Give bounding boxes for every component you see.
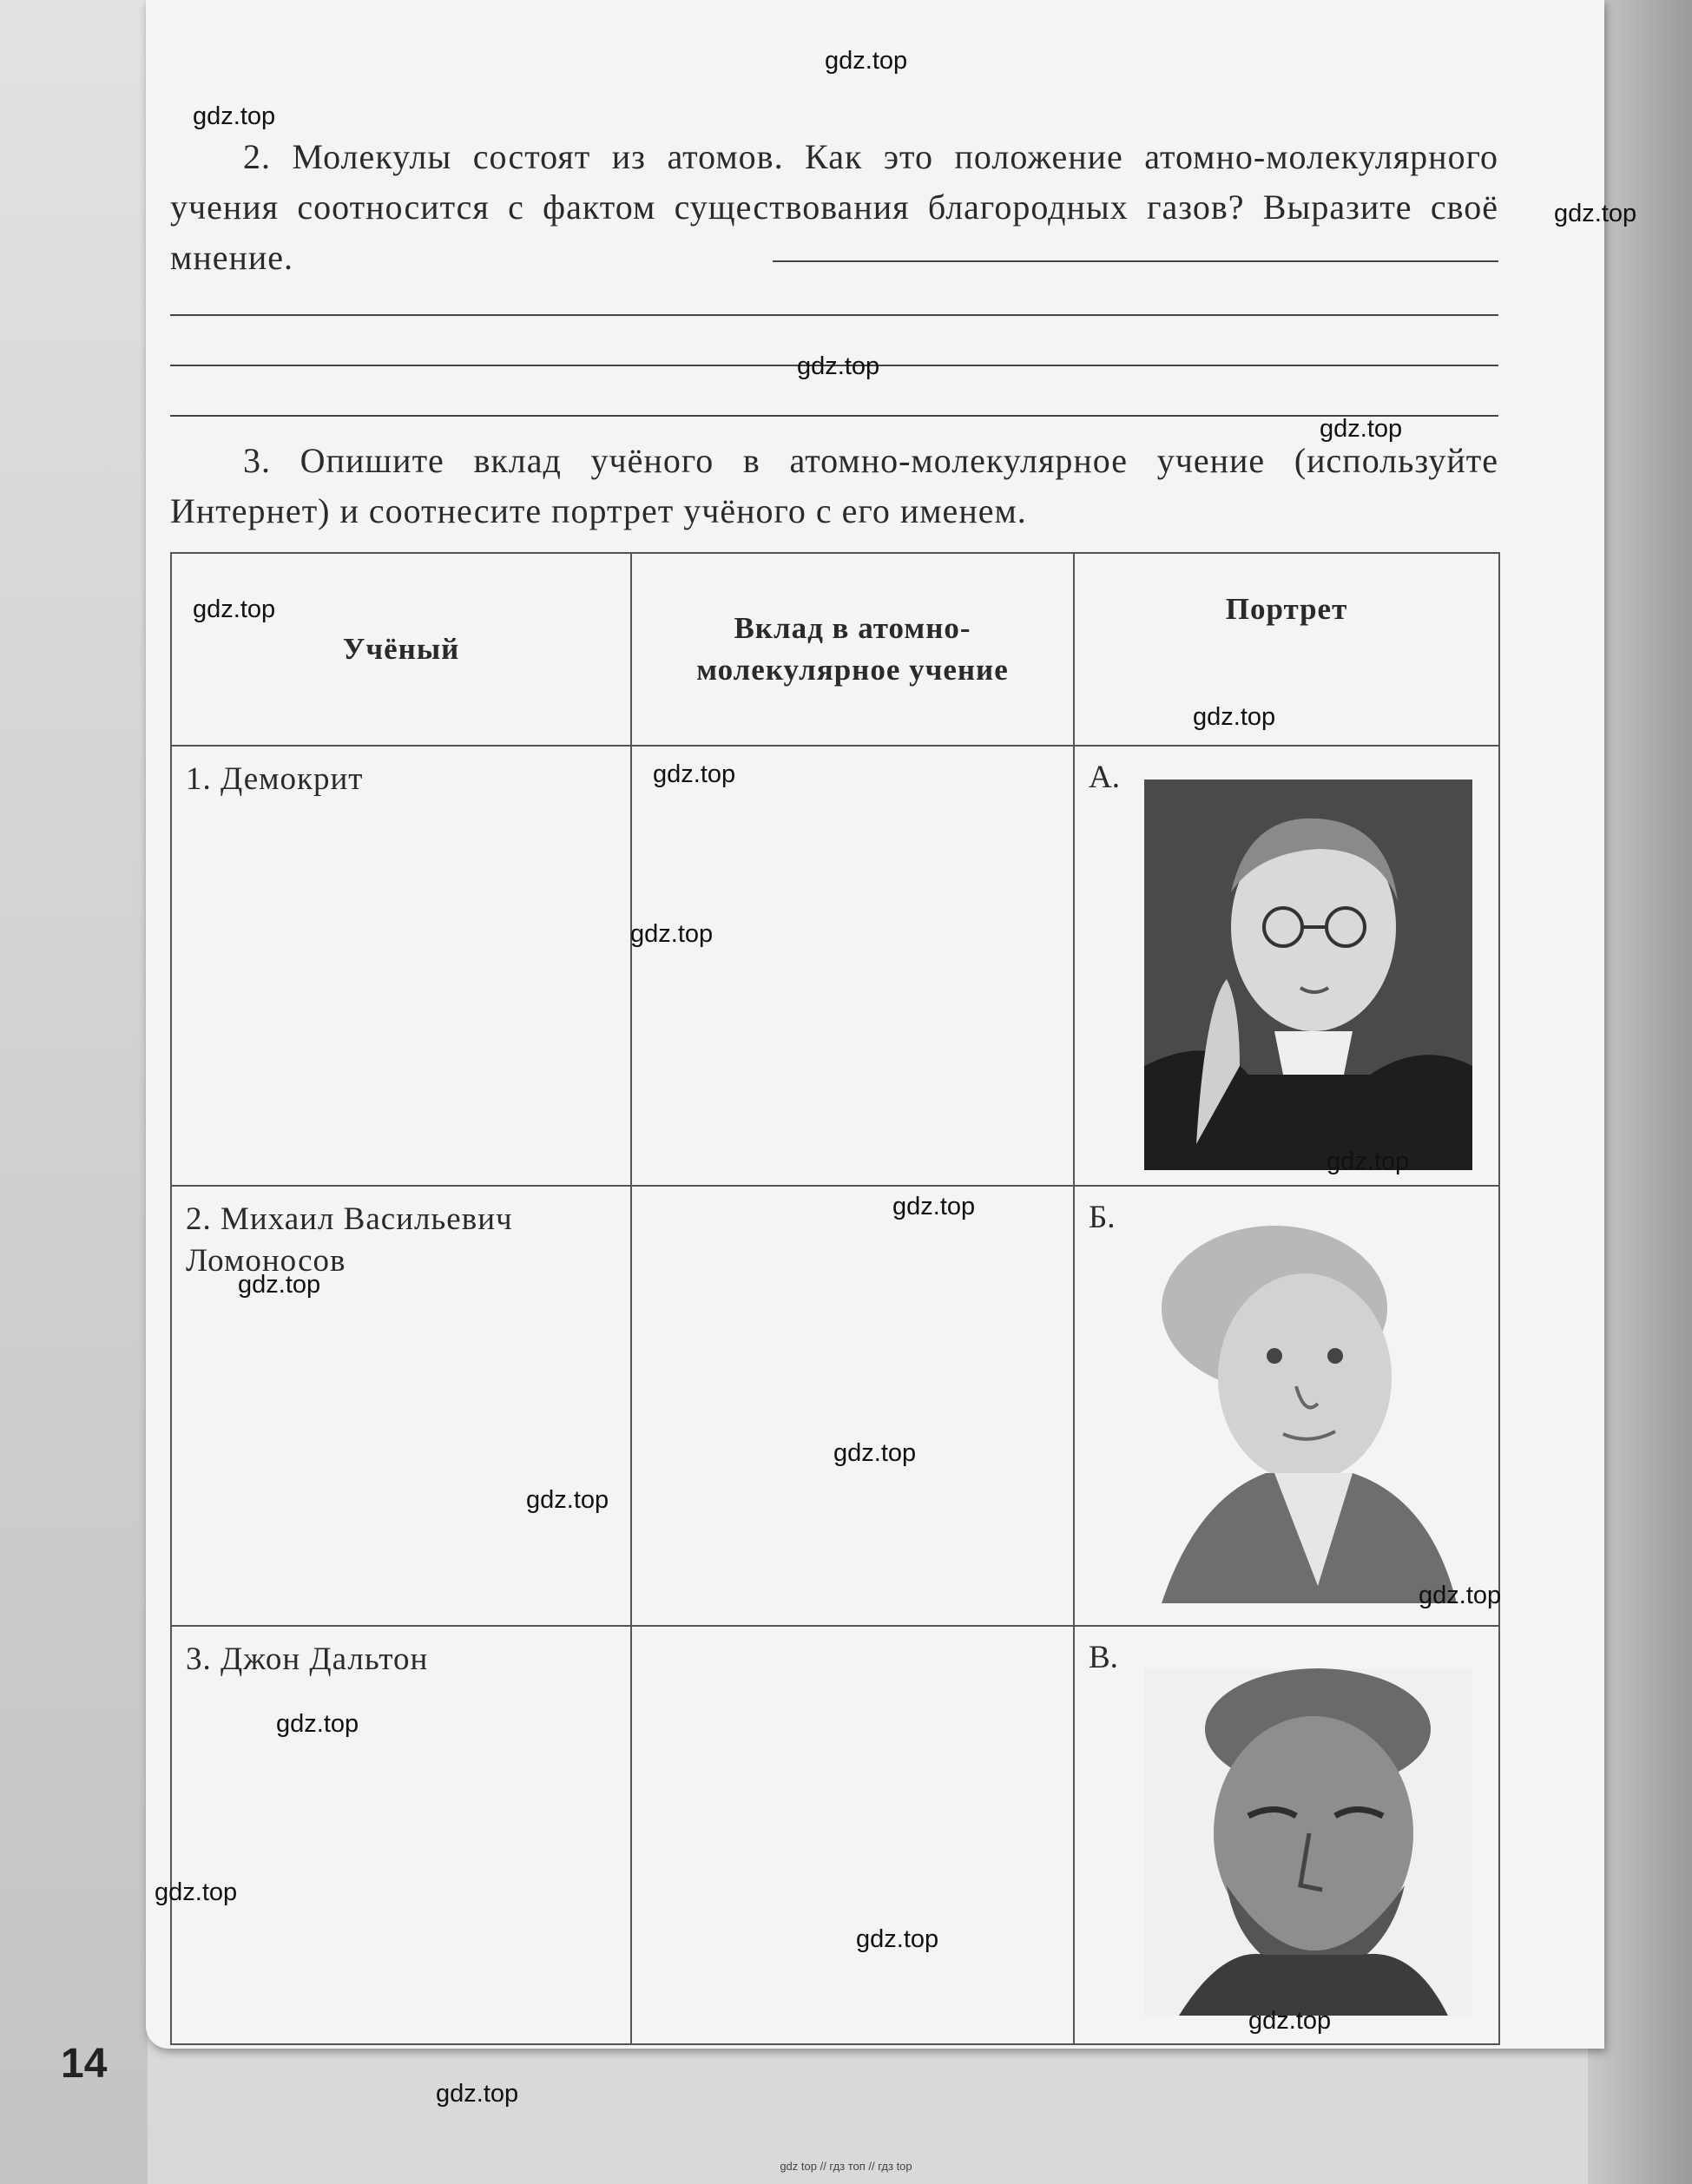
watermark: gdz.top <box>630 920 714 948</box>
portrait-letter: В. <box>1089 1640 1118 1675</box>
watermark: gdz.top <box>276 1710 359 1738</box>
header-contribution: Вклад в атомно-молекулярное учение <box>631 553 1074 746</box>
table-row <box>171 746 1499 1186</box>
header-portrait: Портрет <box>1074 553 1499 746</box>
watermark: gdz.top <box>856 1925 939 1953</box>
portrait-cell <box>1074 746 1499 1186</box>
background-left <box>0 0 148 2184</box>
watermark: gdz.top <box>436 2080 519 2108</box>
portrait-lomonosov-image <box>1144 1213 1472 1603</box>
portrait-cell <box>1074 1186 1502 1626</box>
task-2-text: 2. Молекулы состоят из атомов. Как это положение атомно-молекулярного учения соотносится с фактом существования благородных газов? Выразите своё мнение. <box>170 137 1498 277</box>
watermark: gdz.top <box>1248 2007 1332 2035</box>
scientist-name: 1. Демокрит <box>186 761 364 797</box>
watermark: gdz.top <box>892 1193 976 1220</box>
contribution-cell[interactable] <box>631 746 1074 1186</box>
watermark: gdz.top <box>1419 1582 1502 1609</box>
answer-line-1 <box>773 260 1498 262</box>
watermark: gdz.top <box>526 1486 609 1514</box>
watermark: gdz.top <box>1554 200 1637 227</box>
scientist-cell <box>171 1626 631 2044</box>
watermark: gdz.top <box>1320 415 1403 443</box>
answer-line-4 <box>170 415 1498 417</box>
watermark: gdz.top <box>797 352 880 380</box>
portrait-letter: А. <box>1089 760 1120 795</box>
bottom-banner: gdz top // гдз топ // гдз top <box>780 2160 912 2173</box>
watermark: gdz.top <box>193 102 276 130</box>
contribution-cell[interactable] <box>631 1186 1074 1626</box>
portrait-democritus-image <box>1144 1668 1472 2016</box>
task-3-text: 3. Опишите вклад учёного в атомно-молекулярное учение (используйте Интернет) и соотнесите портрет учёного с его именем. <box>170 441 1498 530</box>
scientists-table <box>170 552 1500 2045</box>
table-row <box>171 1186 1499 1626</box>
watermark: gdz.top <box>653 760 736 788</box>
scientist-name: 3. Джон Дальтон <box>186 1641 429 1677</box>
table-header-row <box>171 553 1499 746</box>
watermark: gdz.top <box>1193 703 1276 731</box>
portrait-letter: Б. <box>1089 1200 1116 1235</box>
answer-line-2 <box>170 314 1498 316</box>
watermark: gdz.top <box>1327 1148 1410 1175</box>
page-number: 14 <box>61 2041 108 2087</box>
watermark: gdz.top <box>155 1878 238 1906</box>
watermark: gdz.top <box>193 595 276 623</box>
table-row <box>171 1626 1499 2044</box>
scientist-cell <box>171 746 631 1186</box>
watermark: gdz.top <box>825 47 908 75</box>
scientist-cell <box>171 1186 631 1626</box>
contribution-cell[interactable] <box>631 1626 1074 2044</box>
scientist-name: 2. Михаил Васильевич Ломоносов <box>186 1201 513 1279</box>
portrait-cell <box>1074 1626 1499 2044</box>
header-scientist: Учёный <box>171 553 631 746</box>
portrait-dalton-image <box>1144 780 1472 1170</box>
watermark: gdz.top <box>238 1271 321 1299</box>
watermark: gdz.top <box>833 1439 917 1467</box>
